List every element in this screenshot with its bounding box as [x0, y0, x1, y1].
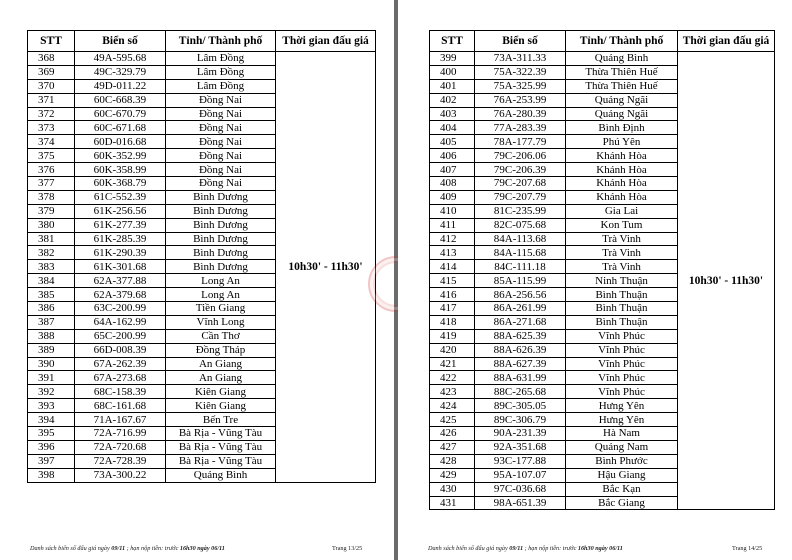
row-stt: 430	[430, 482, 475, 496]
auction-time-slot: 10h30' - 11h30'	[276, 52, 376, 483]
table-row	[430, 52, 775, 66]
row-stt: 412	[430, 232, 475, 246]
row-stt: 378	[28, 190, 75, 204]
row-stt: 394	[28, 413, 75, 427]
header-province: Tỉnh/ Thành phố	[166, 31, 276, 52]
row-province: Trà Vinh	[566, 246, 678, 260]
row-province: Bình Thuận	[566, 315, 678, 329]
row-province: Bình Thuận	[566, 288, 678, 302]
table-header-row	[430, 31, 775, 52]
row-plate: 92A-351.68	[475, 440, 566, 454]
row-province: Đồng Nai	[166, 93, 276, 107]
row-province: Thừa Thiên Huế	[566, 79, 678, 93]
row-province: Kon Tum	[566, 218, 678, 232]
row-province: An Giang	[166, 357, 276, 371]
row-stt: 409	[430, 190, 475, 204]
row-plate: 60K-358.99	[75, 163, 166, 177]
row-province: Quảng Bình	[166, 468, 276, 482]
row-plate: 72A-720.68	[75, 440, 166, 454]
row-plate: 89C-306.79	[475, 413, 566, 427]
row-province: Lâm Đồng	[166, 79, 276, 93]
header-time: Thời gian đấu giá	[678, 31, 775, 52]
table-row	[28, 52, 376, 66]
row-stt: 425	[430, 413, 475, 427]
row-plate: 75A-322.39	[475, 65, 566, 79]
header-stt: STT	[28, 31, 75, 52]
row-stt: 390	[28, 357, 75, 371]
header-province: Tỉnh/ Thành phố	[566, 31, 678, 52]
row-plate: 49A-595.68	[75, 52, 166, 66]
row-stt: 419	[430, 329, 475, 343]
row-province: Đồng Nai	[166, 121, 276, 135]
row-plate: 68C-158.39	[75, 385, 166, 399]
row-plate: 60C-668.39	[75, 93, 166, 107]
footer-text-b: ; hạn nộp tiền: trước	[125, 545, 180, 552]
row-plate: 88A-626.39	[475, 343, 566, 357]
row-plate: 84A-113.68	[475, 232, 566, 246]
row-plate: 88A-631.99	[475, 371, 566, 385]
footer-deadline: 16h30 ngày 06/11	[179, 545, 225, 552]
row-stt: 416	[430, 288, 475, 302]
row-stt: 379	[28, 204, 75, 218]
row-stt: 420	[430, 343, 475, 357]
row-province: Bình Định	[566, 121, 678, 135]
row-province: Bà Rịa - Vũng Tàu	[166, 440, 276, 454]
row-stt: 399	[430, 52, 475, 66]
row-stt: 424	[430, 399, 475, 413]
row-stt: 417	[430, 302, 475, 316]
row-stt: 407	[430, 163, 475, 177]
document-page-left	[0, 0, 394, 560]
row-province: Lâm Đồng	[166, 52, 276, 66]
row-stt: 413	[430, 246, 475, 260]
row-plate: 62A-379.68	[75, 288, 166, 302]
row-province: Trà Vinh	[566, 260, 678, 274]
row-province: Bến Tre	[166, 413, 276, 427]
row-province: Quảng Bình	[566, 52, 678, 66]
row-plate: 97C-036.68	[475, 482, 566, 496]
row-stt: 383	[28, 260, 75, 274]
row-province: Tiền Giang	[166, 302, 276, 316]
row-stt: 381	[28, 232, 75, 246]
row-province: Hà Nam	[566, 427, 678, 441]
row-stt: 401	[430, 79, 475, 93]
row-plate: 60C-670.79	[75, 107, 166, 121]
row-plate: 84A-115.68	[475, 246, 566, 260]
row-stt: 423	[430, 385, 475, 399]
row-province: Vĩnh Phúc	[566, 371, 678, 385]
row-plate: 77A-283.39	[475, 121, 566, 135]
row-province: Bình Thuận	[566, 302, 678, 316]
row-stt: 382	[28, 246, 75, 260]
row-stt: 421	[430, 357, 475, 371]
header-stt: STT	[430, 31, 475, 52]
header-time: Thời gian đấu giá	[276, 31, 376, 52]
row-plate: 81C-235.99	[475, 204, 566, 218]
row-province: Kiên Giang	[166, 385, 276, 399]
row-plate: 66D-008.39	[75, 343, 166, 357]
row-plate: 65C-200.99	[75, 329, 166, 343]
row-stt: 426	[430, 427, 475, 441]
footer-deadline: 16h30 ngày 06/11	[577, 545, 623, 552]
row-plate: 61C-552.39	[75, 190, 166, 204]
row-stt: 372	[28, 107, 75, 121]
row-plate: 61K-290.39	[75, 246, 166, 260]
footer-date: 09/11	[111, 545, 126, 552]
row-plate: 88A-627.39	[475, 357, 566, 371]
row-province: Ninh Thuận	[566, 274, 678, 288]
row-province: Bình Dương	[166, 260, 276, 274]
row-province: Bà Rịa - Vũng Tàu	[166, 454, 276, 468]
row-stt: 410	[430, 204, 475, 218]
row-plate: 62A-377.88	[75, 274, 166, 288]
row-stt: 400	[430, 65, 475, 79]
row-province: Bà Rịa - Vũng Tàu	[166, 427, 276, 441]
plate-table-body-left	[28, 52, 376, 483]
footer-date: 09/11	[509, 545, 524, 552]
row-plate: 60D-016.68	[75, 135, 166, 149]
row-plate: 72A-728.39	[75, 454, 166, 468]
row-stt: 391	[28, 371, 75, 385]
row-plate: 67A-262.39	[75, 357, 166, 371]
row-province: Hưng Yên	[566, 413, 678, 427]
row-plate: 61K-277.39	[75, 218, 166, 232]
plate-table-right	[429, 30, 775, 510]
row-plate: 79C-206.39	[475, 163, 566, 177]
row-stt: 418	[430, 315, 475, 329]
row-plate: 79C-207.79	[475, 190, 566, 204]
row-plate: 85A-115.99	[475, 274, 566, 288]
row-province: Quảng Nam	[566, 440, 678, 454]
row-province: Bình Phước	[566, 454, 678, 468]
page-number: Trang 13/25	[332, 545, 363, 552]
row-province: Lâm Đồng	[166, 65, 276, 79]
row-province: Đồng Nai	[166, 163, 276, 177]
row-stt: 386	[28, 302, 75, 316]
row-stt: 385	[28, 288, 75, 302]
row-stt: 414	[430, 260, 475, 274]
row-province: Vĩnh Phúc	[566, 329, 678, 343]
row-stt: 406	[430, 149, 475, 163]
row-province: Bình Dương	[166, 232, 276, 246]
row-stt: 369	[28, 65, 75, 79]
row-plate: 89C-305.05	[475, 399, 566, 413]
row-stt: 371	[28, 93, 75, 107]
row-stt: 373	[28, 121, 75, 135]
row-plate: 86A-261.99	[475, 302, 566, 316]
row-plate: 61K-301.68	[75, 260, 166, 274]
row-province: Trà Vinh	[566, 232, 678, 246]
row-stt: 384	[28, 274, 75, 288]
row-plate: 71A-167.67	[75, 413, 166, 427]
row-plate: 82C-075.68	[475, 218, 566, 232]
row-province: Bình Dương	[166, 218, 276, 232]
row-stt: 389	[28, 343, 75, 357]
row-plate: 95A-107.07	[475, 468, 566, 482]
row-plate: 60C-671.68	[75, 121, 166, 135]
row-stt: 405	[430, 135, 475, 149]
row-province: Vĩnh Phúc	[566, 357, 678, 371]
row-province: Phú Yên	[566, 135, 678, 149]
row-stt: 387	[28, 315, 75, 329]
row-stt: 396	[28, 440, 75, 454]
row-plate: 86A-256.56	[475, 288, 566, 302]
row-stt: 431	[430, 496, 475, 510]
row-plate: 79C-207.68	[475, 177, 566, 191]
row-province: Gia Lai	[566, 204, 678, 218]
row-stt: 377	[28, 177, 75, 191]
row-plate: 73A-300.22	[75, 468, 166, 482]
header-plate: Biển số	[475, 31, 566, 52]
row-province: Vĩnh Phúc	[566, 385, 678, 399]
footer-text-a: Danh sách biển số đấu giá ngày	[30, 545, 112, 552]
row-stt: 393	[28, 399, 75, 413]
row-stt: 411	[430, 218, 475, 232]
row-province: Bình Dương	[166, 204, 276, 218]
row-province: Hậu Giang	[566, 468, 678, 482]
row-province: Đồng Nai	[166, 135, 276, 149]
row-plate: 86A-271.68	[475, 315, 566, 329]
plate-table-body-right	[430, 52, 775, 510]
row-stt: 404	[430, 121, 475, 135]
row-stt: 375	[28, 149, 75, 163]
header-plate: Biển số	[75, 31, 166, 52]
row-plate: 90A-231.39	[475, 427, 566, 441]
row-province: Quảng Ngãi	[566, 107, 678, 121]
row-plate: 64A-162.99	[75, 315, 166, 329]
auction-time-slot: 10h30' - 11h30'	[678, 52, 775, 510]
row-plate: 68C-161.68	[75, 399, 166, 413]
row-plate: 61K-256.56	[75, 204, 166, 218]
row-stt: 388	[28, 329, 75, 343]
row-plate: 72A-716.99	[75, 427, 166, 441]
row-province: Bắc Giang	[566, 496, 678, 510]
row-province: Đồng Tháp	[166, 343, 276, 357]
row-plate: 49C-329.79	[75, 65, 166, 79]
row-province: An Giang	[166, 371, 276, 385]
row-province: Khánh Hòa	[566, 163, 678, 177]
document-page-right	[398, 0, 792, 560]
row-province: Khánh Hòa	[566, 177, 678, 191]
row-province: Long An	[166, 274, 276, 288]
row-stt: 402	[430, 93, 475, 107]
plate-table-left	[27, 30, 376, 483]
row-province: Đồng Nai	[166, 177, 276, 191]
row-stt: 370	[28, 79, 75, 93]
row-plate: 78A-177.79	[475, 135, 566, 149]
row-plate: 63C-200.99	[75, 302, 166, 316]
row-province: Quảng Ngãi	[566, 93, 678, 107]
row-plate: 75A-325.99	[475, 79, 566, 93]
row-stt: 429	[430, 468, 475, 482]
row-plate: 60K-352.99	[75, 149, 166, 163]
row-stt: 415	[430, 274, 475, 288]
row-province: Đồng Nai	[166, 107, 276, 121]
row-plate: 88C-265.68	[475, 385, 566, 399]
row-province: Cần Thơ	[166, 329, 276, 343]
row-plate: 76A-253.99	[475, 93, 566, 107]
row-plate: 73A-311.33	[475, 52, 566, 66]
row-plate: 67A-273.68	[75, 371, 166, 385]
row-plate: 60K-368.79	[75, 177, 166, 191]
row-province: Thừa Thiên Huế	[566, 65, 678, 79]
row-plate: 61K-285.39	[75, 232, 166, 246]
row-plate: 76A-280.39	[475, 107, 566, 121]
row-province: Long An	[166, 288, 276, 302]
row-stt: 403	[430, 107, 475, 121]
row-province: Kiên Giang	[166, 399, 276, 413]
row-province: Vĩnh Phúc	[566, 343, 678, 357]
footer-text-b: ; hạn nộp tiền: trước	[523, 545, 578, 552]
row-province: Vĩnh Long	[166, 315, 276, 329]
page-number: Trang 14/25	[732, 545, 763, 552]
row-stt: 428	[430, 454, 475, 468]
row-plate: 93C-177.88	[475, 454, 566, 468]
row-plate: 98A-651.39	[475, 496, 566, 510]
footer-note	[30, 545, 225, 552]
row-stt: 395	[28, 427, 75, 441]
footer-text-a: Danh sách biển số đấu giá ngày	[428, 545, 510, 552]
row-stt: 408	[430, 177, 475, 191]
row-stt: 392	[28, 385, 75, 399]
row-stt: 368	[28, 52, 75, 66]
row-stt: 398	[28, 468, 75, 482]
row-province: Bình Dương	[166, 246, 276, 260]
row-stt: 422	[430, 371, 475, 385]
row-plate: 88A-625.39	[475, 329, 566, 343]
row-stt: 374	[28, 135, 75, 149]
row-stt: 380	[28, 218, 75, 232]
row-province: Khánh Hòa	[566, 190, 678, 204]
row-plate: 79C-206.06	[475, 149, 566, 163]
row-stt: 376	[28, 163, 75, 177]
row-province: Khánh Hòa	[566, 149, 678, 163]
row-stt: 427	[430, 440, 475, 454]
footer-note	[428, 545, 623, 552]
row-plate: 49D-011.22	[75, 79, 166, 93]
row-plate: 84C-111.18	[475, 260, 566, 274]
row-province: Bắc Kạn	[566, 482, 678, 496]
row-stt: 397	[28, 454, 75, 468]
row-province: Hưng Yên	[566, 399, 678, 413]
table-header-row	[28, 31, 376, 52]
row-province: Bình Dương	[166, 190, 276, 204]
row-province: Đồng Nai	[166, 149, 276, 163]
